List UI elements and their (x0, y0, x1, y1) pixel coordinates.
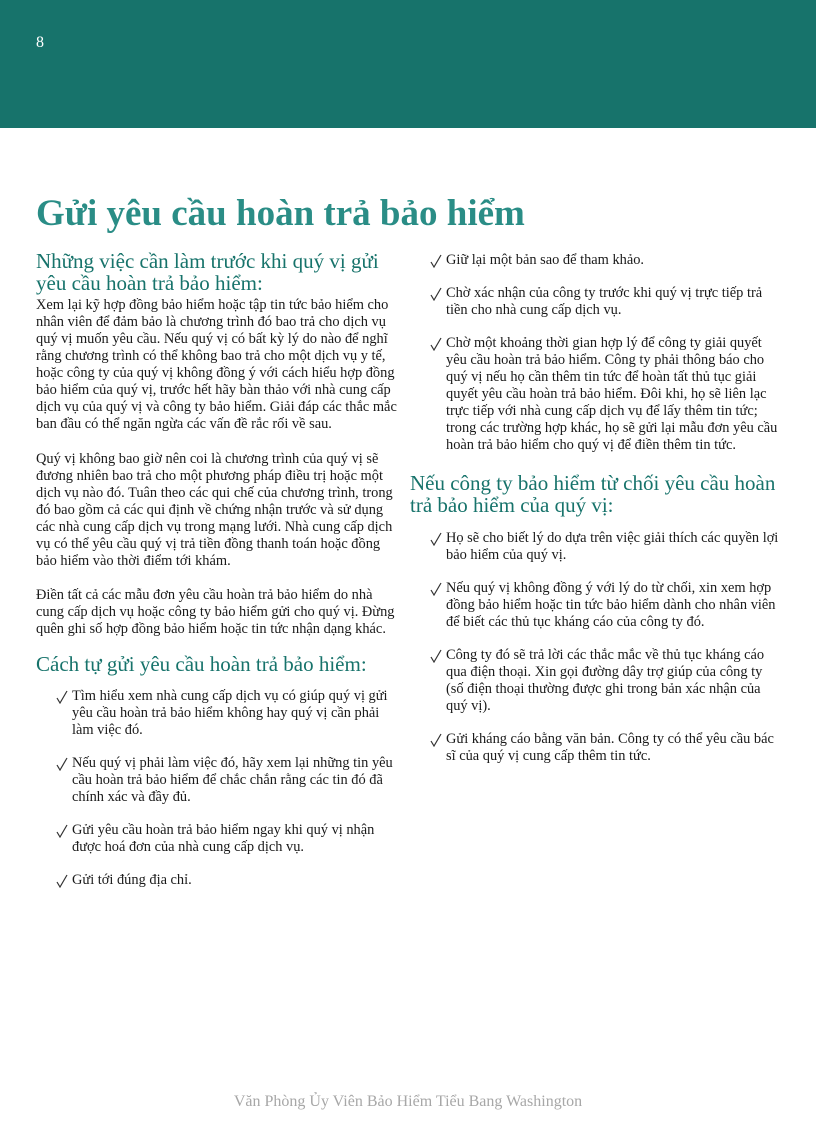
list-item-text: Tìm hiểu xem nhà cung cấp dịch vụ có giúp quý vị gửi yêu cầu hoàn trả bảo hiểm không hay quý vị cần phải làm việc đó. (72, 688, 388, 738)
right-column (410, 252, 782, 765)
list-item-text: Chờ xác nhận của công ty trước khi quý vị trực tiếp trả tiền cho nhà cung cấp dịch vụ. (446, 285, 763, 318)
section-heading-claim-denied: Nếu công ty bảo hiểm từ chối yêu cầu hoàn trả bảo hiểm của quý vị: (410, 471, 776, 517)
list-item-text: Gửi kháng cáo bằng văn bản. Công ty có thể yêu cầu bác sĩ của quý vị cung cấp thêm tin tức. (446, 731, 774, 764)
page-title: Gửi yêu cầu hoàn trả bảo hiểm (36, 193, 525, 234)
list-item-text: Chờ một khoảng thời gian hợp lý để công ty giải quyết yêu cầu hoàn trả bảo hiểm. Công ty phải thông báo cho quý vị nếu họ cần thêm tin tức để hoàn tất thủ tục giải quyết yêu cầu hoàn trả bảo hiểm. Đôi khi, họ sẽ liên lạc trực tiếp với nhà cung cấp dịch vụ để lấy thêm tin tức; trong các trường hợp khác, họ sẽ gửi lại mẫu đơn yêu cầu hoàn trả bảo hiểm cho quý vị để điền thêm tin tức. (446, 335, 778, 453)
checkmark-icon (430, 287, 442, 301)
list-item-text: Nếu quý vị phải làm việc đó, hãy xem lại những tin yêu cầu hoàn trả bảo hiểm để chắc chắn rằng các tin đó đã chính xác và đầy đủ. (72, 755, 393, 805)
checkmark-icon (56, 824, 68, 838)
filing-checklist-continued (410, 252, 782, 454)
checkmark-icon (56, 690, 68, 704)
checkmark-icon (430, 582, 442, 596)
list-item (36, 822, 401, 856)
list-item-text: Công ty đó sẽ trả lời các thắc mắc về thủ tục kháng cáo qua điện thoại. Xin gọi đường dây trợ giúp của công ty (số điện thoại thường được ghi trong bản xác nhận của quý vị). (446, 647, 765, 714)
list-item (410, 335, 782, 454)
section-heading-before-filing: Những việc cần làm trước khi quý vị gửi yêu cầu hoàn trả bảo hiểm: (36, 249, 379, 295)
paragraph-fill-forms: Điền tất cả các mẫu đơn yêu cầu hoàn trả bảo hiểm do nhà cung cấp dịch vụ hoặc công ty bảo hiểm gửi cho quý vị. Đừng quên ghi số hợp đồng bảo hiểm hoặc tin tức nhận dạng khác. (36, 587, 395, 637)
list-item (410, 530, 782, 564)
footer-office-name: Văn Phòng Ủy Viên Bảo Hiểm Tiểu Bang Washington (233, 1093, 583, 1110)
list-item (36, 872, 401, 889)
list-item-text: Gửi tới đúng địa chỉ. (72, 872, 192, 888)
checkmark-icon (430, 254, 442, 268)
paragraph-review-policy: Xem lại kỹ hợp đồng bảo hiểm hoặc tập tin tức bảo hiểm cho nhân viên để đảm bảo là chương trình đó bao trả cho dịch vụ quý vị muốn yêu cầu. Nếu quý vị có bất kỳ lý do nào để nghĩ rằng chương trình có thể không bao trả cho một dịch vụ y tế, hoặc công ty của quý vị không đồng ý với cách hiểu hợp đồng bảo hiểm của quý vị, trước hết hãy bàn thảo với nhà cung cấp dịch vụ của quý vị và công ty bảo hiểm. Giải đáp các thắc mắc ban đầu có thể ngăn ngừa các vấn đề rắc rối về sau. (36, 297, 397, 432)
list-item (410, 252, 782, 269)
list-item (36, 755, 401, 806)
header-band (0, 0, 816, 128)
checkmark-icon (430, 733, 442, 747)
list-item (36, 688, 401, 739)
list-item-text: Gửi yêu cầu hoàn trả bảo hiểm ngay khi quý vị nhận được hoá đơn của nhà cung cấp dịch vụ. (72, 822, 375, 855)
list-item-text: Họ sẽ cho biết lý do dựa trên việc giải thích các quyền lợi bảo hiểm của quý vị. (446, 530, 779, 563)
checkmark-icon (56, 874, 68, 888)
paragraph-plan-coverage: Quý vị không bao giờ nên coi là chương trình của quý vị sẽ đương nhiên bao trả cho một phương pháp điều trị hoặc một dịch vụ nào đó. Tuân theo các qui chế của chương trình, trong đó bao gồm cả các qui định về chứng nhận trước và sử dụng các nhà cung cấp dịch vụ trong mạng lưới. Nhà cung cấp dịch vụ có thể yêu cầu quý vị trả tiền đồng thanh toán hoặc đồng bảo hiểm vào thời điểm tới khám. (36, 451, 393, 569)
list-item (410, 647, 782, 715)
list-item (410, 580, 782, 631)
left-column (36, 250, 401, 889)
list-item (410, 285, 782, 319)
checkmark-icon (56, 757, 68, 771)
checkmark-icon (430, 337, 442, 351)
checkmark-icon (430, 649, 442, 663)
filing-checklist (36, 688, 401, 889)
section-heading-how-to-file: Cách tự gửi yêu cầu hoàn trả bảo hiểm: (36, 652, 367, 676)
checkmark-icon (430, 532, 442, 546)
list-item (410, 731, 782, 765)
list-item-text: Nếu quý vị không đồng ý với lý do từ chối, xin xem hợp đồng bảo hiểm hoặc tin tức bảo hiểm dành cho nhân viên để biết các thủ tục kháng cáo của công ty đó. (446, 580, 776, 630)
list-item-text: Giữ lại một bản sao để tham khảo. (446, 252, 645, 268)
denial-checklist (410, 530, 782, 765)
page-number: 8 (36, 34, 44, 51)
